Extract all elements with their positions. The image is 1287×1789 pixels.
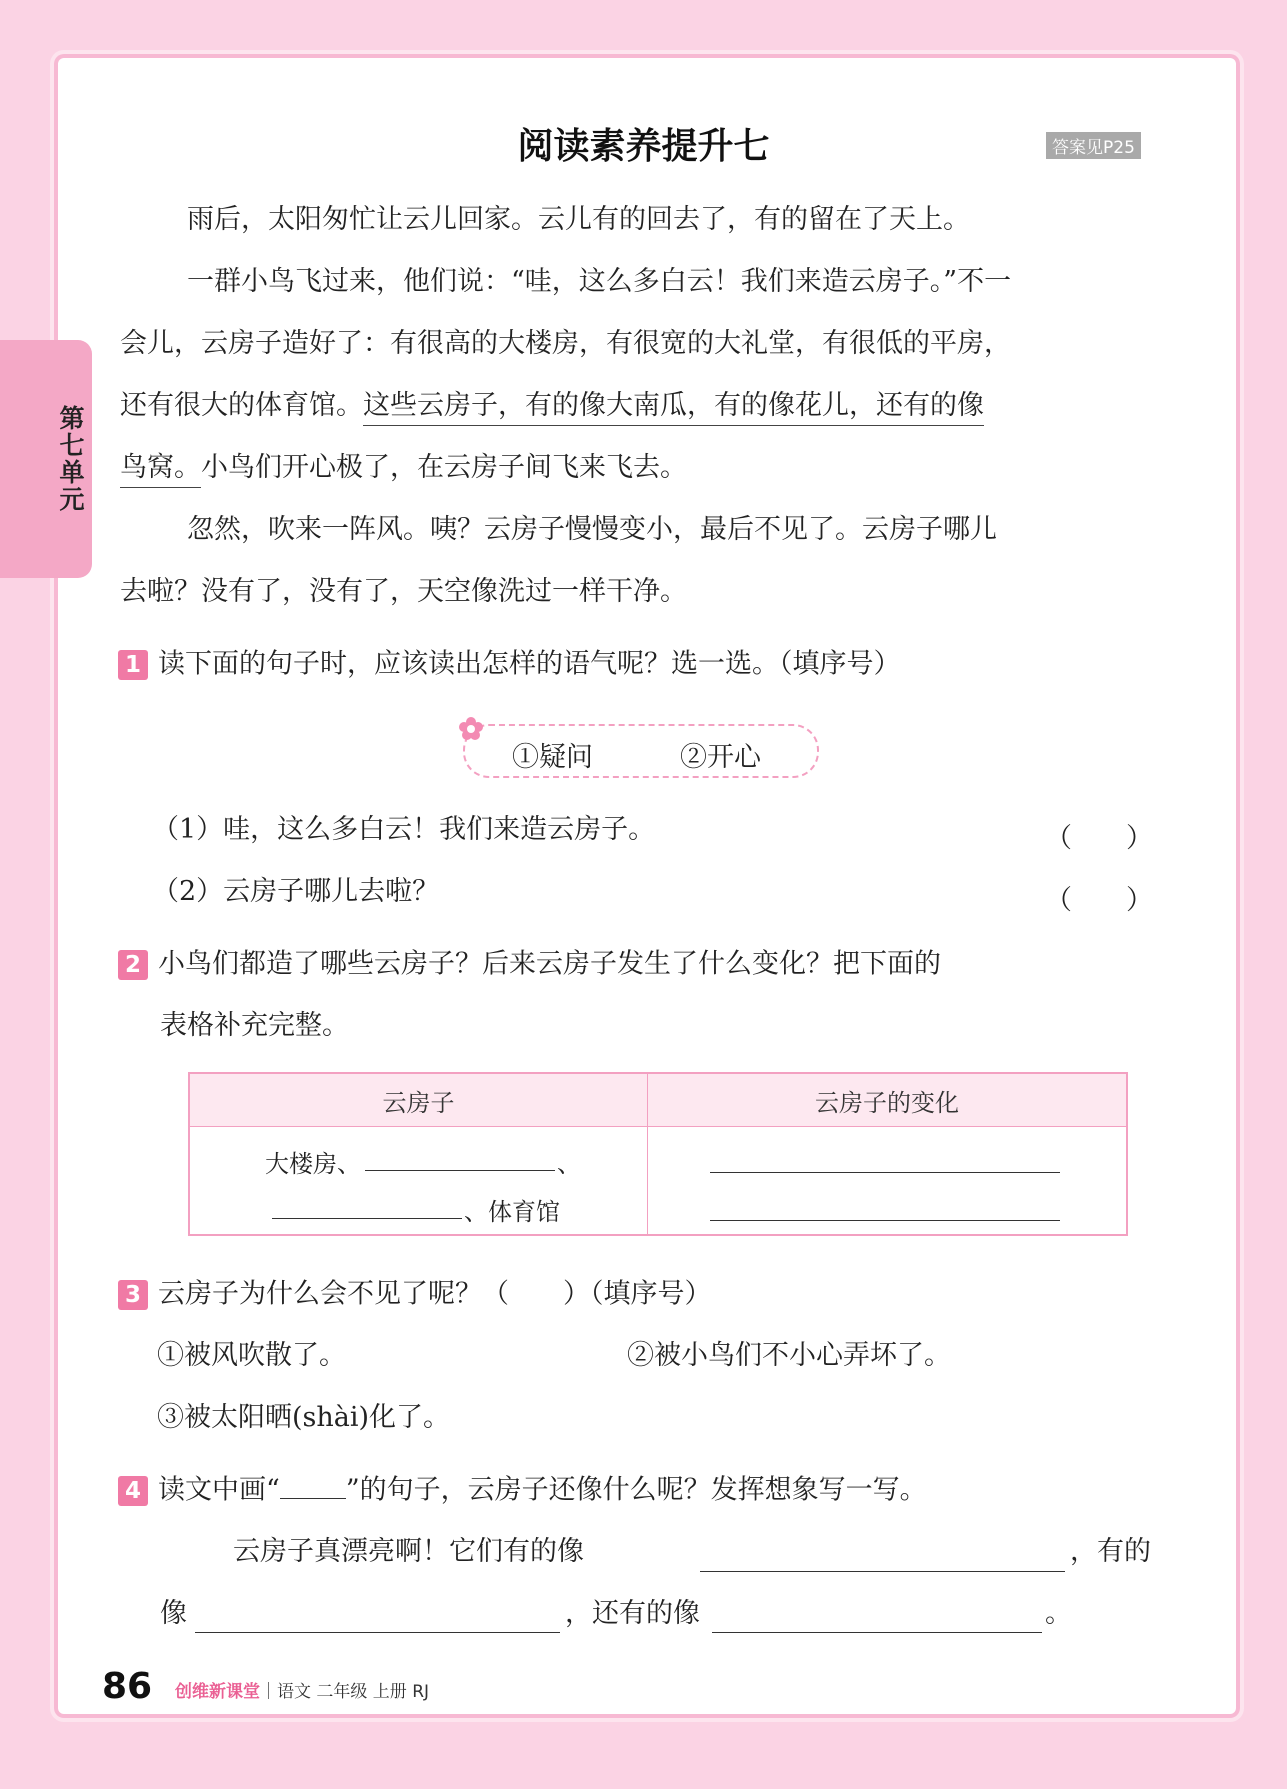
underline-sample: [280, 1498, 346, 1499]
question-2: [118, 950, 941, 980]
passage-text: 小鸟们开心极了，在云房子间飞来飞去。: [201, 452, 687, 483]
answer-blank[interactable]: （ ）: [1045, 885, 1153, 916]
q4-line-2-end: 。: [1045, 1598, 1072, 1629]
answer-line[interactable]: [710, 1172, 1060, 1173]
q1-item-1: （1）哇，这么多白云！我们来造云房子。: [152, 814, 656, 845]
answer-line[interactable]: [710, 1220, 1060, 1221]
table-header-cloud-house: 云房子: [189, 1073, 648, 1127]
table-cell: [648, 1127, 1128, 1236]
page-title: 阅读素养提升七: [517, 126, 770, 167]
underlined-sentence: 这些云房子，有的像大南瓜，有的像花儿，还有的像: [363, 390, 984, 426]
q3-option-1: ①被风吹散了。: [157, 1340, 346, 1371]
underlined-sentence: 鸟窝。: [120, 452, 201, 488]
table-header-change: 云房子的变化: [648, 1073, 1128, 1127]
q3-option-2: ②被小鸟们不小心弄坏了。: [627, 1340, 951, 1371]
question-text: 读下面的句子时，应该读出怎样的语气呢？选一选。（填序号）: [158, 648, 901, 680]
answer-line[interactable]: [365, 1170, 555, 1171]
question-4: [118, 1476, 927, 1506]
q4-line-2: 像: [160, 1598, 187, 1629]
question-3: [118, 1280, 712, 1310]
answer-blank[interactable]: （ ）: [1045, 823, 1153, 854]
cell-text: 、体育馆: [464, 1198, 560, 1226]
passage-paragraph-1: 雨后，太阳匆忙让云儿回家。云儿有的回去了，有的留在了天上。: [187, 204, 970, 235]
passage-line: 忽然，吹来一阵风。咦？云房子慢慢变小，最后不见了。云房子哪儿: [187, 514, 997, 545]
book-info: ｜语文 二年级 上册 RJ: [260, 1682, 430, 1702]
question-text: ”的句子，云房子还像什么呢？发挥想象写一写。: [345, 1474, 927, 1506]
q4-line-2-mid: ，还有的像: [565, 1598, 700, 1629]
passage-text: 还有很大的体育馆。: [120, 390, 363, 421]
cell-text: 、: [557, 1150, 581, 1178]
option-happy-tone: ②开心: [680, 742, 761, 773]
q4-line-1: 云房子真漂亮啊！它们有的像: [233, 1536, 584, 1567]
question-text: 云房子为什么会不见了呢？（ ）（填序号）: [158, 1278, 712, 1310]
cell-text: 大楼房、: [265, 1150, 361, 1178]
passage-line: [120, 392, 984, 419]
passage-line: 会儿，云房子造好了：有很高的大楼房，有很宽的大礼堂，有很低的平房，: [120, 328, 1011, 359]
question-number-badge: 1: [118, 650, 148, 680]
answer-line[interactable]: [700, 1571, 1065, 1572]
q3-option-3: ③被太阳晒(shài)化了。: [157, 1402, 451, 1433]
q4-line-1-end: ，有的: [1070, 1536, 1151, 1567]
question-number-badge: 3: [118, 1280, 148, 1310]
question-number-badge: 2: [118, 950, 148, 980]
q1-item-2: （2）云房子哪儿去啦？: [152, 876, 440, 907]
answer-reference-badge: 答案见P25: [1046, 132, 1141, 159]
option-question-tone: ①疑问: [512, 742, 593, 773]
flower-icon: [458, 716, 484, 742]
question-1: [118, 650, 901, 680]
question-text: 读文中画“: [158, 1474, 280, 1506]
unit-tab-label: 第七单元: [56, 405, 85, 513]
footer-info: [175, 1677, 429, 1702]
answer-line[interactable]: [195, 1632, 560, 1633]
passage-line: 一群小鸟飞过来，他们说：“哇，这么多白云！我们来造云房子。”不一: [187, 266, 1012, 297]
question-number-badge: 4: [118, 1476, 148, 1506]
passage-line: 去啦？没有了，没有了，天空像洗过一样干净。: [120, 576, 687, 607]
question-text: 表格补充完整。: [160, 1010, 349, 1041]
answer-line[interactable]: [272, 1218, 462, 1219]
brand-name: 创维新课堂: [175, 1682, 260, 1702]
question-text: 小鸟们都造了哪些云房子？后来云房子发生了什么变化？把下面的: [158, 948, 941, 980]
answer-line[interactable]: [712, 1632, 1042, 1633]
passage-line: [120, 454, 687, 481]
page-number: 86: [102, 1666, 153, 1707]
